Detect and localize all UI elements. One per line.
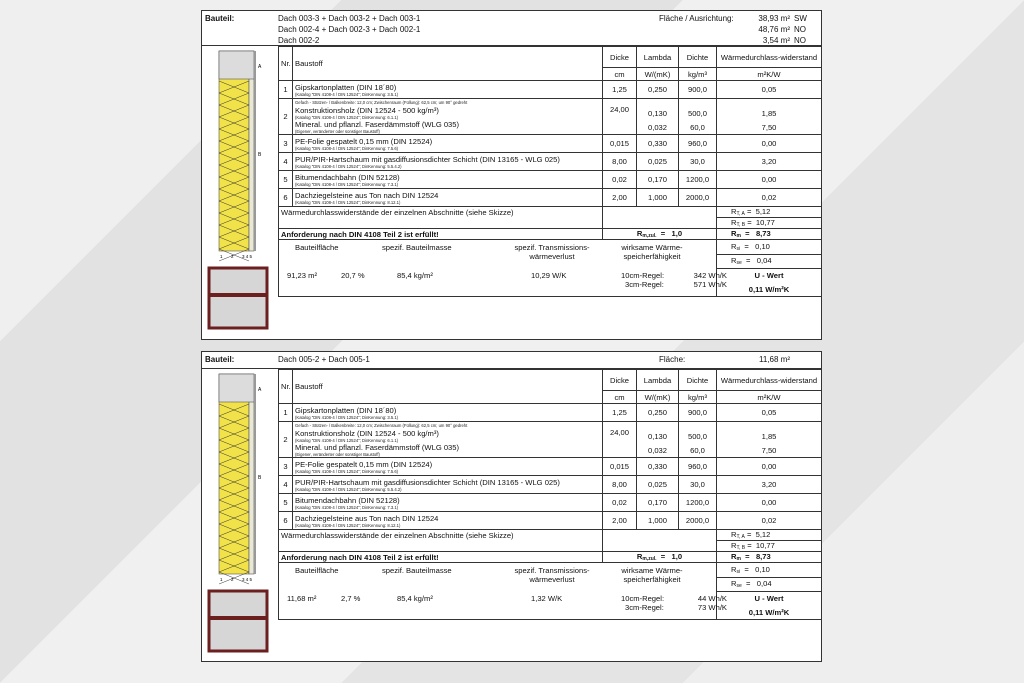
unit-wdw: m²K/W [717, 391, 822, 404]
vals-line: 11,68 m² [759, 355, 790, 364]
layer-table [278, 369, 822, 620]
transmission-label-2: wärmeverlust [529, 575, 575, 584]
col-dichte: Dichte [679, 370, 717, 391]
layer-row: 2 Gefach - Stützen- / Balkenbreite: 12,0 cm; Zwischenraum (Füllung): 62,5 cm; um 90° gedreht 24,00 [279, 99, 822, 107]
layer-row-insulation: Mineral. und pflanzl. Faserdämmstoff (WLG 035) (Eigener, veränderter oder sonstiger Baustoff) 0,032 60,0 7,50 [279, 120, 822, 135]
flaeche-value: 11,68 m² [287, 594, 317, 603]
names-line: Dach 002-4 + Dach 002-3 + Dach 002-1 [278, 25, 421, 34]
label-b: B [258, 475, 262, 481]
frame-sketch [209, 268, 267, 328]
names-line: Dach 005-2 + Dach 005-1 [278, 355, 370, 364]
abschnitte-text: Wärmedurchlasswiderstände der einzelnen Abschnitte (siehe Skizze) [279, 207, 603, 218]
sheet-header [202, 352, 821, 369]
vals-line: 48,76 m² [758, 25, 790, 34]
layer-row: 6 Dachziegelsteine aus Ton nach DIN 12524 (Katalog "DIN 4108-4 / DIN 12524"; DinKennung: 8.12.1) 2,00 1,000 2000,0 0,02 [279, 189, 822, 207]
sheet-1 [201, 10, 822, 340]
u-wert-label: U - Wert [717, 269, 822, 283]
scale-1: 1 [220, 577, 223, 582]
sheet-2 [201, 351, 822, 662]
flaeche-value: 91,23 m² [287, 271, 317, 280]
layer-row: 4 PUR/PIR-Hartschaum mit gasdiffusionsdichter Schicht (DIN 13165 - WLG 025) (Katalog "DIN 4108-4 / DIN 12524"; DinKennung: 5.5.4.2) 8,00 0,025 30,0 3,20 [279, 476, 822, 494]
layer-row-wood: Konstruktionsholz (DIN 12524 - 500 kg/m³) (Katalog "DIN 4108-4 / DIN 12524"; DinKennung: 6.1.1) 0,130 500,0 1,85 [279, 429, 822, 443]
transmission-label-1: spezif. Transmissions- [514, 566, 590, 575]
layer-row: 5 Bitumendachbahn (DIN 52128) (Katalog "DIN 4108-4 / DIN 12524"; DinKennung: 7.3.1) 0,02 0,170 1200,0 0,00 [279, 494, 822, 512]
r-min: $R_{m,zul.}$ = 1,0 [603, 552, 717, 563]
layer-row-wood: Konstruktionsholz (DIN 12524 - 500 kg/m³) (Katalog "DIN 4108-4 / DIN 12524"; DinKennung: 6.1.1) 0,130 500,0 1,85 [279, 106, 822, 120]
sheet-header [202, 11, 821, 46]
regel10-label: 10cm-Regel: [621, 594, 665, 603]
unit-dichte: kg/m³ [679, 391, 717, 404]
unit-lambda: W/(mK) [637, 391, 679, 404]
frame-sketch [209, 591, 267, 651]
bauteil-label: Bauteil: [205, 14, 235, 23]
transmission-label-1: spezif. Transmissions- [514, 243, 590, 252]
u-wert-value: 0,11 W/m²K [717, 606, 822, 620]
layer-row: 4 PUR/PIR-Hartschaum mit gasdiffusionsdichter Schicht (DIN 13165 - WLG 025) (Katalog "DIN 4108-4 / DIN 12524"; DinKennung: 5.5.4.2) 8,00 0,025 30,0 3,20 [279, 153, 822, 171]
layer-row: 1 Gipskartonplatten (DIN 18´80) (Katalog "DIN 4108-4 / DIN 12524"; DinKennung: 3.5.1) 1,25 0,250 900,0 0,05 [279, 404, 822, 422]
regel10-value: 44 Wh/K [697, 594, 727, 603]
masse-value: 85,4 kg/m² [397, 594, 433, 603]
unit-dichte: kg/m³ [679, 68, 717, 81]
label-b: B [258, 152, 262, 158]
scale-2: 2 [231, 577, 234, 582]
bauteil-label: Bauteil: [205, 355, 235, 364]
membrane-layer [254, 374, 256, 574]
summary-block [279, 563, 727, 620]
r-min: $R_{m,zul.}$ = 1,0 [603, 229, 717, 240]
unit-dicke: cm [603, 391, 637, 404]
roof-section-diagram [202, 46, 278, 296]
layer-row: 1 Gipskartonplatten (DIN 18´80) (Katalog "DIN 4108-4 / DIN 12524"; DinKennung: 3.5.1) 1,25 0,250 900,0 0,05 [279, 81, 822, 99]
orientation-values [794, 13, 807, 46]
col-dichte: Dichte [679, 47, 717, 68]
r-ta: $R_{T, A} = 5,12$ [717, 207, 822, 218]
col-lambda: Lambda [637, 370, 679, 391]
u-wert-value: 0,11 W/m²K [717, 283, 822, 297]
area-values [740, 13, 790, 46]
percent-value: 20,7 % [341, 271, 365, 280]
regel3-label: 3cm-Regel: [625, 280, 664, 289]
summary-block [279, 240, 727, 297]
r-tb: $R_{T, B} = 10,77$ [717, 541, 822, 552]
layer-rows [279, 81, 822, 207]
col-lambda: Lambda [637, 47, 679, 68]
unit-wdw: m²K/W [717, 68, 822, 81]
col-baustoff: Baustoff [293, 47, 603, 81]
bauteilflaeche-label: Bauteilfläche [295, 243, 339, 252]
names-line: Dach 003-3 + Dach 003-2 + Dach 003-1 [278, 14, 421, 23]
layer-row-insulation: Mineral. und pflanzl. Faserdämmstoff (WLG 035) (Eigener, veränderter oder sonstiger Baustoff) 0,032 60,0 7,50 [279, 443, 822, 458]
regel3-value: 73 Wh/K [697, 603, 727, 612]
unit-dicke: cm [603, 68, 637, 81]
flaeche-label: Fläche / Ausrichtung: [659, 14, 734, 23]
ori-line: NO [794, 36, 806, 45]
r-si: $R_{si}$ = 0,10 [717, 563, 822, 578]
scale-2: 2 [231, 254, 234, 259]
scale-3: 3 4 5 [242, 577, 253, 582]
col-baustoff: Baustoff [293, 370, 603, 404]
flaeche-label: Fläche: [659, 355, 686, 364]
r-m: $R_m$ = 8,73 [717, 229, 822, 240]
ori-line: SW [794, 14, 807, 23]
layer-row: 3 PE-Folie gespatelt 0,15 mm (DIN 12524) (Katalog "DIN 4108-4 / DIN 12524"; DinKennung: 7.5.6) 0,015 0,330 960,0 0,00 [279, 135, 822, 153]
bauteilmasse-label: spezif. Bauteilmasse [382, 243, 452, 252]
waermespeicher-label-2: speicherfähigkeit [623, 575, 681, 584]
transmission-label-2: wärmeverlust [529, 252, 575, 261]
layer-row: 2 Gefach - Stützen- / Balkenbreite: 12,0 cm; Zwischenraum (Füllung): 62,5 cm; um 90° gedreht 24,00 [279, 422, 822, 430]
r-tb: $R_{T, B} = 10,77$ [717, 218, 822, 229]
col-nr: Nr. [279, 47, 293, 81]
col-dicke: Dicke [603, 47, 637, 68]
area-values [740, 354, 790, 365]
timber-section [219, 374, 254, 402]
label-a: A [258, 64, 262, 70]
layer-rows [279, 404, 822, 530]
vals-line: 38,93 m² [758, 14, 790, 23]
transmission-value: 1,32 W/K [531, 594, 563, 603]
col-dicke: Dicke [603, 370, 637, 391]
roof-section-diagram [202, 369, 278, 619]
regel3-label: 3cm-Regel: [625, 603, 664, 612]
anforderung-text: Anforderung nach DIN 4108 Teil 2 ist erfüllt! [279, 229, 603, 240]
waermespeicher-label-1: wirksame Wärme- [621, 566, 683, 575]
layer-row: 3 PE-Folie gespatelt 0,15 mm (DIN 12524) (Katalog "DIN 4108-4 / DIN 12524"; DinKennung: 7.5.6) 0,015 0,330 960,0 0,00 [279, 458, 822, 476]
regel10-value: 342 Wh/K [693, 271, 727, 280]
layer-row: 6 Dachziegelsteine aus Ton nach DIN 12524 (Katalog "DIN 4108-4 / DIN 12524"; DinKennung: 8.12.1) 2,00 1,000 2000,0 0,02 [279, 512, 822, 530]
col-nr: Nr. [279, 370, 293, 404]
u-wert-label: U - Wert [717, 592, 822, 606]
r-se: $R_{se}$ = 0,04 [717, 254, 822, 269]
layer-row: 5 Bitumendachbahn (DIN 52128) (Katalog "DIN 4108-4 / DIN 12524"; DinKennung: 7.3.1) 0,02 0,170 1200,0 0,00 [279, 171, 822, 189]
membrane-layer [254, 51, 256, 251]
wood-layer [249, 374, 254, 574]
label-a: A [258, 387, 262, 393]
r-se: $R_{se}$ = 0,04 [717, 577, 822, 592]
r-si: $R_{si}$ = 0,10 [717, 240, 822, 255]
unit-lambda: W/(mK) [637, 68, 679, 81]
wood-layer [249, 51, 254, 251]
ori-line: NO [794, 25, 806, 34]
timber-section [219, 51, 254, 79]
r-ta: $R_{T, A} = 5,12$ [717, 530, 822, 541]
bauteil-names [278, 354, 370, 365]
r-m: $R_m$ = 8,73 [717, 552, 822, 563]
waermespeicher-label-1: wirksame Wärme- [621, 243, 683, 252]
anforderung-text: Anforderung nach DIN 4108 Teil 2 ist erfüllt! [279, 552, 603, 563]
vals-line: 3,54 m² [762, 36, 790, 45]
col-wdw: Wärmedurchlass-widerstand [717, 47, 822, 68]
scale-1: 1 [220, 254, 223, 259]
waermespeicher-label-2: speicherfähigkeit [623, 252, 681, 261]
scale-3: 3 4 5 [242, 254, 253, 259]
masse-value: 85,4 kg/m² [397, 271, 433, 280]
names-line: Dach 002-2 [278, 36, 320, 45]
transmission-value: 10,29 W/K [531, 271, 567, 280]
bauteilmasse-label: spezif. Bauteilmasse [382, 566, 452, 575]
bauteil-names [278, 13, 420, 46]
layer-table [278, 46, 822, 297]
bauteilflaeche-label: Bauteilfläche [295, 566, 339, 575]
abschnitte-text: Wärmedurchlasswiderstände der einzelnen Abschnitte (siehe Skizze) [279, 530, 603, 541]
col-wdw: Wärmedurchlass-widerstand [717, 370, 822, 391]
regel3-value: 571 Wh/K [693, 280, 727, 289]
percent-value: 2,7 % [341, 594, 361, 603]
regel10-label: 10cm-Regel: [621, 271, 665, 280]
